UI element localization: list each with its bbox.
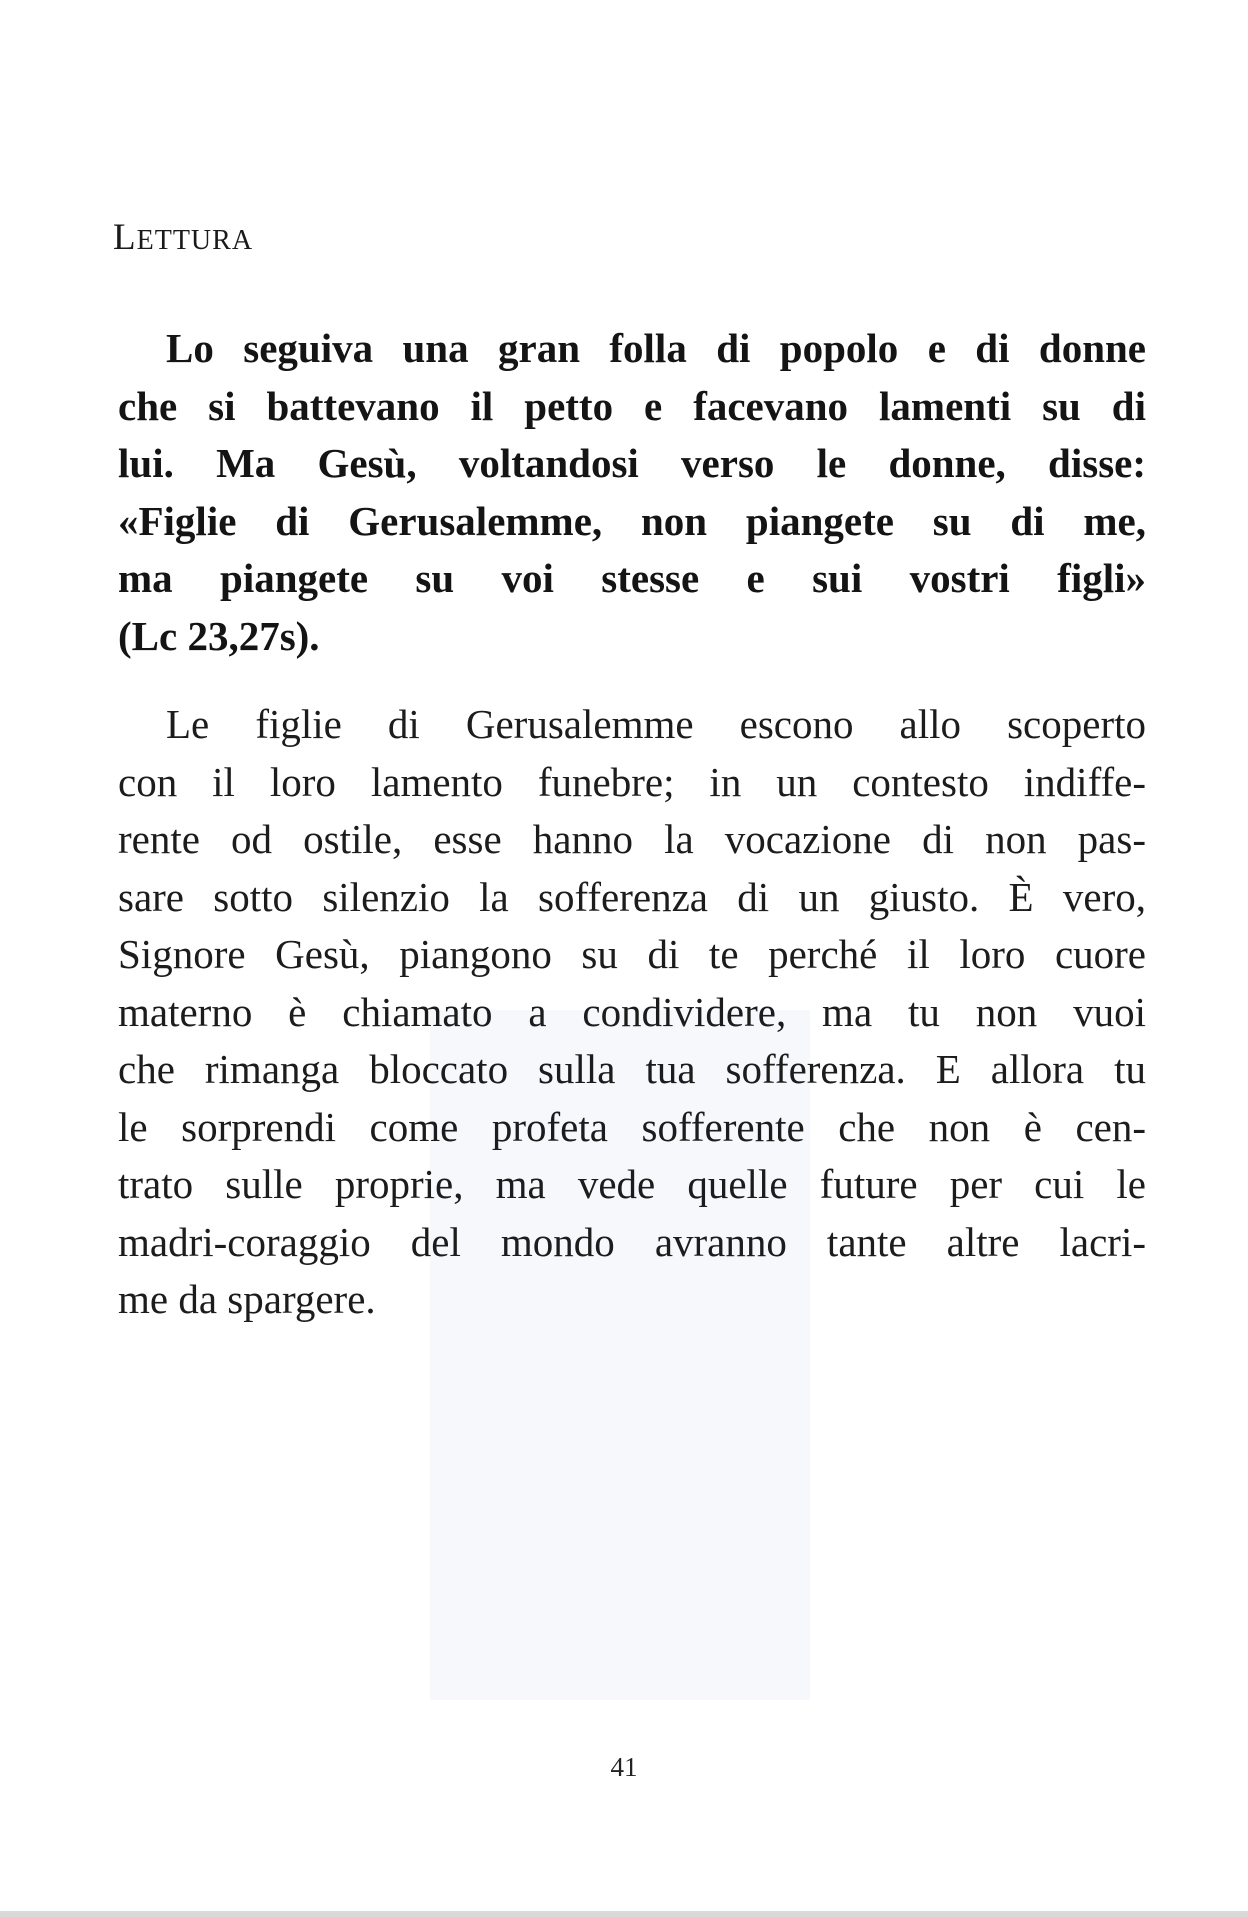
reading-line: ma piangete su voi stesse e sui vostri figli» xyxy=(118,555,1146,601)
commentary-line: madri-coraggio del mondo avranno tante altre lacri- xyxy=(118,1218,1146,1265)
commentary-line: me da spargere. xyxy=(118,1276,376,1322)
commentary-line: sare sotto silenzio la sofferenza di un giusto. È vero, xyxy=(118,873,1146,920)
commentary-line: Signore Gesù, piangono su di te perché il loro cuore xyxy=(118,931,1146,977)
reading-line: che si battevano il petto e facevano lamenti su di xyxy=(118,382,1146,429)
commentary-line: che rimanga bloccato sulla tua sofferenza. E allora tu xyxy=(118,1046,1146,1092)
reading-line: (Lc 23,27s). xyxy=(118,612,320,659)
commentary-line: materno è chiamato a condividere, ma tu non vuoi xyxy=(118,988,1146,1035)
section-heading-rest: ETTURA xyxy=(136,225,254,256)
scripture-reading xyxy=(118,320,1146,665)
section-heading-initial: L xyxy=(113,217,137,258)
reading-line: lui. Ma Gesù, voltandosi verso le donne, disse: xyxy=(118,440,1146,486)
scan-edge xyxy=(0,1911,1248,1917)
commentary-line: rente od ostile, esse hanno la vocazione di non pas- xyxy=(118,816,1146,862)
reading-line: «Figlie di Gerusalemme, non piangete su di me, xyxy=(118,497,1146,544)
commentary-paragraph xyxy=(118,696,1146,1329)
page-number: 41 xyxy=(610,1752,638,1782)
reading-line: Lo seguiva una gran folla di popolo e di donne xyxy=(166,325,1146,371)
commentary-line: trato sulle proprie, ma vede quelle future per cui le xyxy=(118,1161,1146,1207)
commentary-line: le sorprendi come profeta sofferente che non è cen- xyxy=(118,1103,1146,1150)
section-heading xyxy=(113,216,253,259)
commentary-line: Le figlie di Gerusalemme escono allo scoperto xyxy=(166,701,1146,747)
commentary-line: con il loro lamento funebre; in un contesto indiffe- xyxy=(118,758,1146,805)
